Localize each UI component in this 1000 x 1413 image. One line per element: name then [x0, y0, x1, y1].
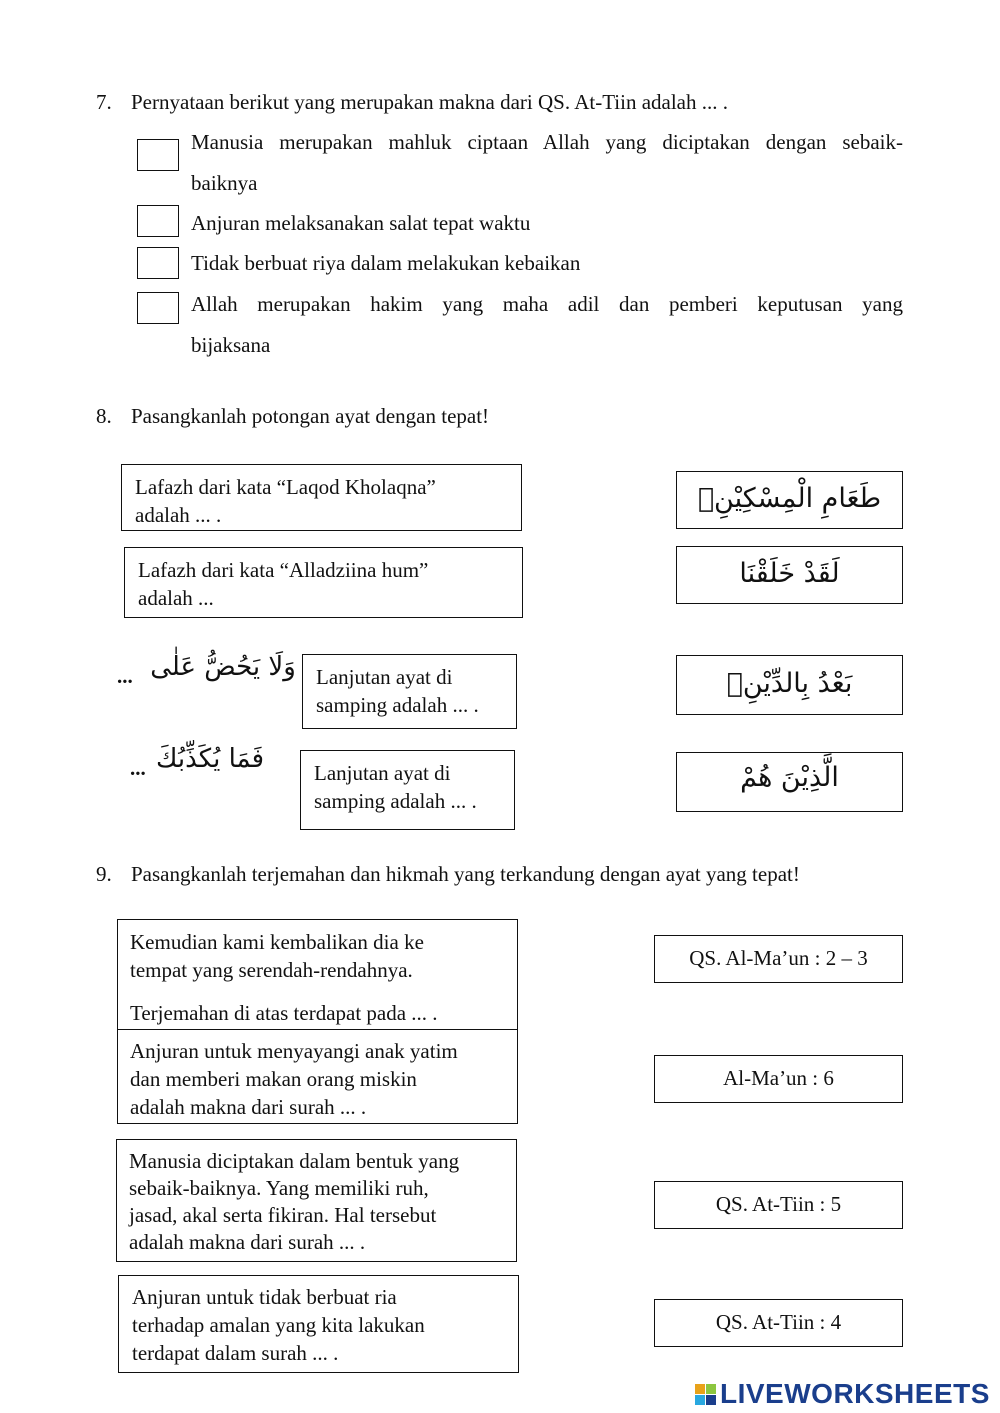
- q8-answer-4[interactable]: الَّذِيْنَ هُمْ: [676, 752, 903, 812]
- q9-answer-3[interactable]: QS. At-Tiin : 5: [654, 1181, 903, 1229]
- q8-prompt-4[interactable]: Lanjutan ayat di samping adalah ... .: [300, 750, 515, 830]
- q9-answer-1[interactable]: QS. Al-Ma’un : 2 – 3: [654, 935, 903, 983]
- question-number: 8.: [96, 404, 112, 428]
- q9-answer-4[interactable]: QS. At-Tiin : 4: [654, 1299, 903, 1347]
- q9-prompt-4[interactable]: Anjuran untuk tidak berbuat ria terhadap amalan yang kita lakukan terdapat dalam surah ... .: [118, 1275, 519, 1373]
- q8-prompt-3[interactable]: Lanjutan ayat di samping adalah ... .: [302, 654, 517, 729]
- q9-prompt-3[interactable]: Manusia diciptakan dalam bentuk yang sebaik-baiknya. Yang memiliki ruh, jasad, akal serta fikiran. Hal tersebut adalah makna dari surah ... .: [116, 1139, 517, 1262]
- option-checkbox-2[interactable]: [137, 205, 179, 237]
- q8-answer-3[interactable]: بَعْدُ بِالدِّيْنِۗ: [676, 655, 903, 715]
- option-checkbox-4[interactable]: [137, 292, 179, 324]
- q8-arabic-fragment-1: ... وَلَا يَحُضُّ عَلٰى: [117, 652, 296, 688]
- q9-answer-2[interactable]: Al-Ma’un : 6: [654, 1055, 903, 1103]
- q8-prompt-2[interactable]: Lafazh dari kata “Alladziina hum” adalah ...: [124, 547, 523, 618]
- liveworksheets-logo: LIVEWORKSHEETS: [695, 1378, 990, 1410]
- q8-answer-2[interactable]: لَقَدْ خَلَقْنَا: [676, 546, 903, 604]
- option-text-1: Manusia merupakan mahluk ciptaan Allah yang diciptakan dengan sebaik- baiknya: [191, 130, 903, 195]
- question-number: 9.: [96, 862, 112, 886]
- option-text-4: Allah merupakan hakim yang maha adil dan pemberi keputusan yang bijaksana: [191, 292, 903, 357]
- question-text: Pasangkanlah terjemahan dan hikmah yang terkandung dengan ayat yang tepat!: [131, 862, 800, 886]
- option-text-2: Anjuran melaksanakan salat tepat waktu: [191, 211, 531, 235]
- question-number: 7.: [96, 90, 112, 114]
- q8-answer-1[interactable]: طَعَامِ الْمِسْكِيْنِۗ: [676, 471, 903, 529]
- q8-prompt-1[interactable]: Lafazh dari kata “Laqod Kholaqna” adalah ... .: [121, 464, 522, 531]
- option-checkbox-3[interactable]: [137, 247, 179, 279]
- q8-arabic-fragment-2: ... فَمَا يُكَذِّبُكَ: [130, 744, 265, 780]
- question-text: Pasangkanlah potongan ayat dengan tepat!: [131, 404, 490, 428]
- option-text-3: Tidak berbuat riya dalam melakukan kebaikan: [191, 251, 581, 275]
- question-text: Pernyataan berikut yang merupakan makna dari QS. At-Tiin adalah ... .: [131, 90, 728, 114]
- q9-prompt-2[interactable]: Anjuran untuk menyayangi anak yatim dan memberi makan orang miskin adalah makna dari surah ... .: [117, 1029, 518, 1124]
- q9-prompt-1[interactable]: Kemudian kami kembalikan dia ke tempat yang serendah-rendahnya. Terjemahan di atas terdapat pada ... .: [117, 919, 518, 1031]
- liveworksheets-logo-icon: [695, 1384, 717, 1406]
- option-checkbox-1[interactable]: [137, 139, 179, 171]
